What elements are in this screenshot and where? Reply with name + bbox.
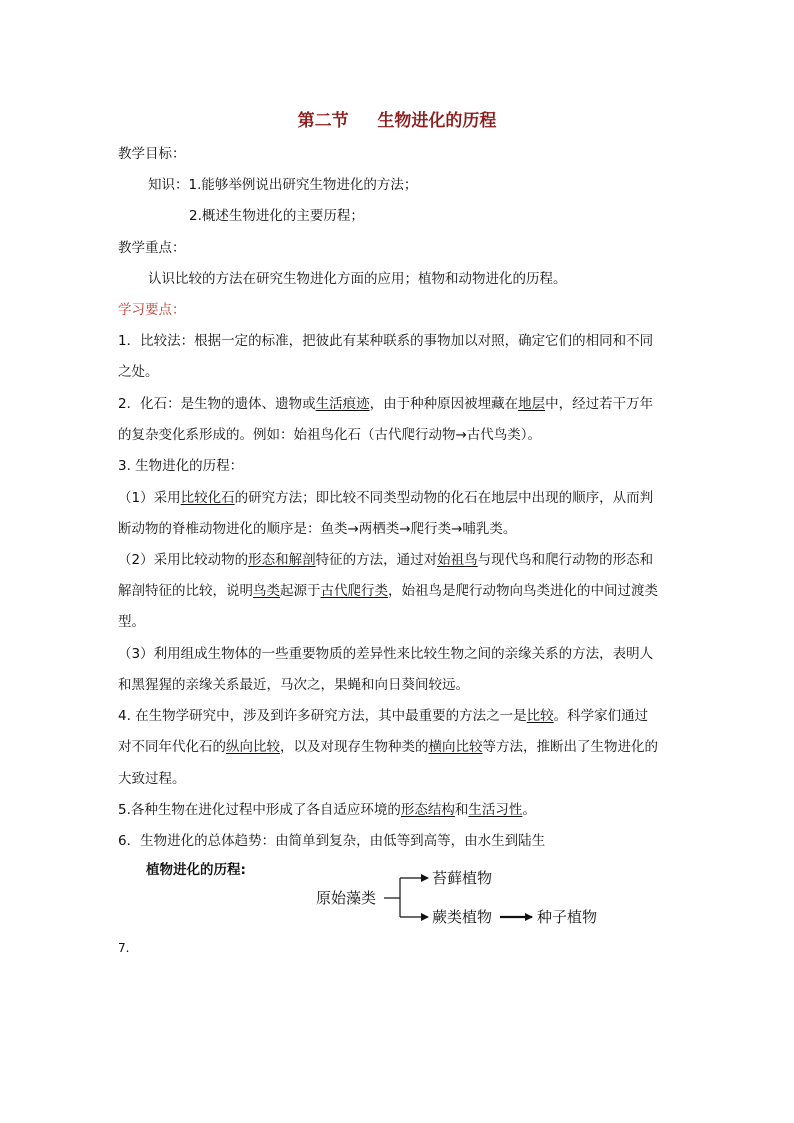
underlined-term: 生活痕迹 (315, 396, 370, 412)
point-1-line-1: 1．比较法：根据一定的标准，把彼此有某种联系的事物加以对照，确定它们的相同和不同 (118, 333, 654, 349)
point-3-1-line-1 (118, 488, 653, 508)
diagram-node-bryophytes: 苔藓植物 (432, 869, 493, 887)
key-points-heading: 教学重点： (118, 240, 186, 256)
text-segment: 和 (454, 802, 469, 818)
underlined-term: 比较化石 (180, 490, 235, 506)
text-segment: 的研究方法；即比较不同类型动物的化石在地层中出现的顺序，从而判 (234, 490, 654, 506)
text-segment: 。 (522, 802, 536, 818)
text-segment: 。科学家们通过 (553, 708, 649, 724)
knowledge-prefix: 知识： (148, 177, 189, 193)
point-3-2-line-1 (118, 550, 653, 570)
underlined-term: 横向比较 (428, 739, 483, 755)
goals-heading: 教学目标： (118, 146, 186, 162)
text-segment: 与现代鸟和爬行动物的形态和 (477, 552, 654, 568)
text-segment: 4. 在生物学研究中，涉及到许多研究方法，其中最重要的方法之一是 (118, 708, 527, 724)
underlined-term: 纵向比较 (226, 739, 280, 755)
text-segment: 对不同年代化石的 (118, 739, 226, 755)
page-title: 第二节 生物进化的历程 (297, 111, 497, 131)
text-segment: （2）采用比较动物的 (118, 552, 249, 568)
underlined-term: 地层 (518, 396, 546, 412)
diagram-node-ferns: 蕨类植物 (432, 908, 493, 926)
point-6-line: 6．生物进化的总体趋势：由简单到复杂，由低等到高等，由水生到陆生 (118, 833, 546, 849)
study-heading: 学习要点： (118, 302, 186, 318)
text-segment: 5.各种生物在进化过程中形成了各自适应环境的 (118, 802, 401, 818)
point-7-label: 7. (118, 941, 130, 955)
diagram-node-algae: 原始藻类 (316, 889, 377, 907)
point-4-line-3: 大致过程。 (118, 771, 186, 787)
text-segment: ，以及对现存生物种类的 (280, 739, 429, 755)
diagram-node-seed-plants: 种子植物 (537, 908, 598, 926)
text-segment: 等方法，推断出了生物进化的 (482, 739, 658, 755)
text-segment: 解剖特征的比较，说明 (118, 583, 253, 599)
text-segment: （1）采用 (118, 490, 181, 506)
point-2-line-2: 的复杂变化系形成的。例如：始祖鸟化石（古代爬行动物→古代鸟类）。 (118, 427, 542, 443)
point-2-line-1 (118, 394, 653, 414)
text-segment: ，始祖鸟是爬行动物向鸟类进化的中间过渡类 (388, 583, 658, 599)
underlined-term: 鸟类 (253, 583, 280, 599)
point-3-3-line-2: 和黑猩猩的亲缘关系最近，马次之，果蝇和向日葵间较远。 (118, 677, 469, 693)
underlined-term: 比较 (526, 708, 554, 724)
text-segment: 特征的方法，通过对 (315, 552, 438, 568)
point-3-1-line-2: 断动物的脊椎动物进化的顺序是：鱼类→两栖类→爬行类→哺乳类。 (118, 521, 517, 537)
underlined-term: 形态和解剖 (248, 552, 316, 568)
goals-item-2: 2.概述生物进化的主要历程； (189, 208, 364, 224)
point-3-2-line-3: 型。 (118, 614, 145, 630)
underlined-term: 形态结构 (400, 802, 455, 818)
underlined-term: 生活习性 (468, 802, 523, 818)
plant-evolution-heading: 植物进化的历程: (146, 862, 246, 878)
text-segment: 中，经过若干万年 (545, 396, 654, 412)
point-3-3-line-1: （3）利用组成生物体的一些重要物质的差异性来比较生物之间的亲缘关系的方法，表明人 (118, 646, 654, 662)
point-4-line-1 (118, 706, 648, 726)
text-segment: ，由于种种原因被埋藏在 (369, 396, 519, 412)
goals-item-1 (148, 175, 417, 195)
text-segment: 起源于 (280, 583, 321, 599)
point-3-2-line-2 (118, 581, 658, 601)
point-4-line-2 (118, 737, 658, 757)
text-segment: 2．化石：是生物的遗体、遗物或 (118, 396, 316, 412)
point-1-line-2: 之处。 (118, 364, 159, 380)
point-5-line (118, 800, 536, 820)
key-points-text: 认识比较的方法在研究生物进化方面的应用；植物和动物进化的历程。 (148, 271, 567, 287)
point-3-heading: 3. 生物进化的历程： (118, 458, 244, 474)
underlined-term: 古代爬行类 (320, 583, 388, 599)
goal-text-1: 1.能够举例说出研究生物进化的方法； (188, 177, 418, 193)
underlined-term: 始祖鸟 (437, 552, 478, 568)
